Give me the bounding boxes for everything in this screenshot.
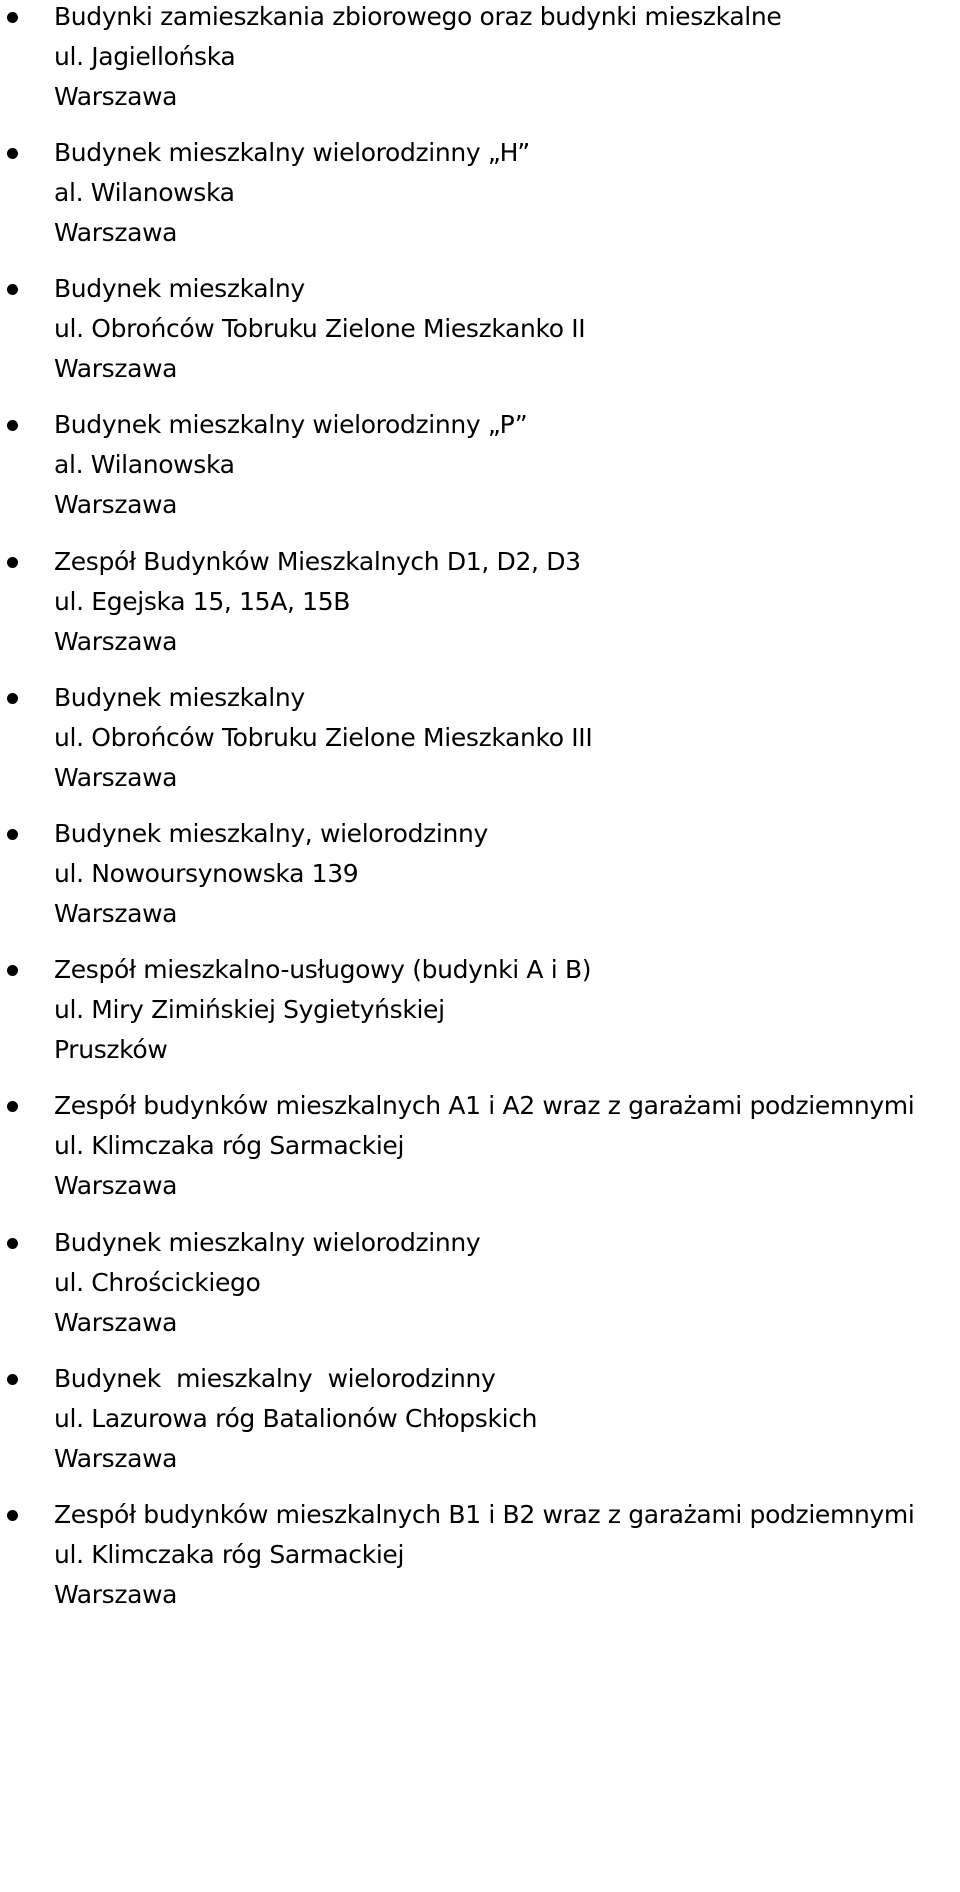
street-address: ul. Nowoursynowska 139	[54, 859, 359, 888]
city-name: Warszawa	[54, 1171, 178, 1200]
city-name: Warszawa	[54, 490, 178, 519]
building-name: Budynek mieszkalny wielorodzinny	[54, 1364, 496, 1393]
city-name: Warszawa	[54, 763, 178, 792]
building-name: Budynek mieszkalny	[54, 683, 305, 712]
building-name: Budynki zamieszkania zbiorowego oraz budynki mieszkalne	[54, 2, 782, 31]
bullet-icon	[7, 557, 18, 568]
list-item	[0, 408, 960, 528]
bullet-icon	[7, 829, 18, 840]
building-name: Budynek mieszkalny wielorodzinny „P”	[54, 410, 528, 439]
bullet-icon	[7, 1101, 18, 1112]
bullet-icon	[7, 148, 18, 159]
building-name: Zespół Budynków Mieszkalnych D1, D2, D3	[54, 547, 581, 576]
bullet-icon	[7, 284, 18, 295]
street-address: ul. Chrościckiego	[54, 1268, 261, 1297]
street-address: ul. Lazurowa róg Batalionów Chłopskich	[54, 1404, 538, 1433]
list-item	[0, 545, 960, 665]
city-name: Pruszków	[54, 1035, 168, 1064]
list-item	[0, 272, 960, 392]
city-name: Warszawa	[54, 899, 178, 928]
bullet-icon	[7, 965, 18, 976]
building-name: Budynek mieszkalny wielorodzinny „H”	[54, 138, 530, 167]
street-address: ul. Miry Zimińskiej Sygietyńskiej	[54, 995, 445, 1024]
street-address: ul. Klimczaka róg Sarmackiej	[54, 1540, 405, 1569]
bullet-icon	[7, 1238, 18, 1249]
list-item	[0, 681, 960, 801]
building-name: Zespół budynków mieszkalnych A1 i A2 wraz z garażami podziemnymi	[54, 1091, 915, 1120]
bullet-icon	[7, 1374, 18, 1385]
street-address: ul. Egejska 15, 15A, 15B	[54, 587, 351, 616]
building-name: Budynek mieszkalny	[54, 274, 305, 303]
list-item	[0, 953, 960, 1073]
list-item	[0, 1226, 960, 1346]
building-name: Budynek mieszkalny, wielorodzinny	[54, 819, 488, 848]
street-address: ul. Klimczaka róg Sarmackiej	[54, 1131, 405, 1160]
list-item	[0, 1089, 960, 1209]
building-name: Zespół mieszkalno-usługowy (budynki A i B)	[54, 955, 592, 984]
bullet-icon	[7, 420, 18, 431]
city-name: Warszawa	[54, 1444, 178, 1473]
city-name: Warszawa	[54, 627, 178, 656]
bullet-icon	[7, 12, 18, 23]
list-item	[0, 1362, 960, 1482]
city-name: Warszawa	[54, 82, 178, 111]
list-item	[0, 1498, 960, 1618]
street-address: ul. Obrońców Tobruku Zielone Mieszkanko II	[54, 314, 586, 343]
city-name: Warszawa	[54, 1580, 178, 1609]
bullet-icon	[7, 693, 18, 704]
city-name: Warszawa	[54, 218, 178, 247]
bullet-icon	[7, 1510, 18, 1521]
street-address: ul. Jagiellońska	[54, 42, 236, 71]
street-address: al. Wilanowska	[54, 178, 235, 207]
list-item	[0, 817, 960, 937]
list-item	[0, 0, 960, 120]
city-name: Warszawa	[54, 1308, 178, 1337]
street-address: al. Wilanowska	[54, 450, 235, 479]
street-address: ul. Obrońców Tobruku Zielone Mieszkanko III	[54, 723, 593, 752]
building-name: Zespół budynków mieszkalnych B1 i B2 wraz z garażami podziemnymi	[54, 1500, 915, 1529]
list-item	[0, 136, 960, 256]
building-name: Budynek mieszkalny wielorodzinny	[54, 1228, 481, 1257]
city-name: Warszawa	[54, 354, 178, 383]
